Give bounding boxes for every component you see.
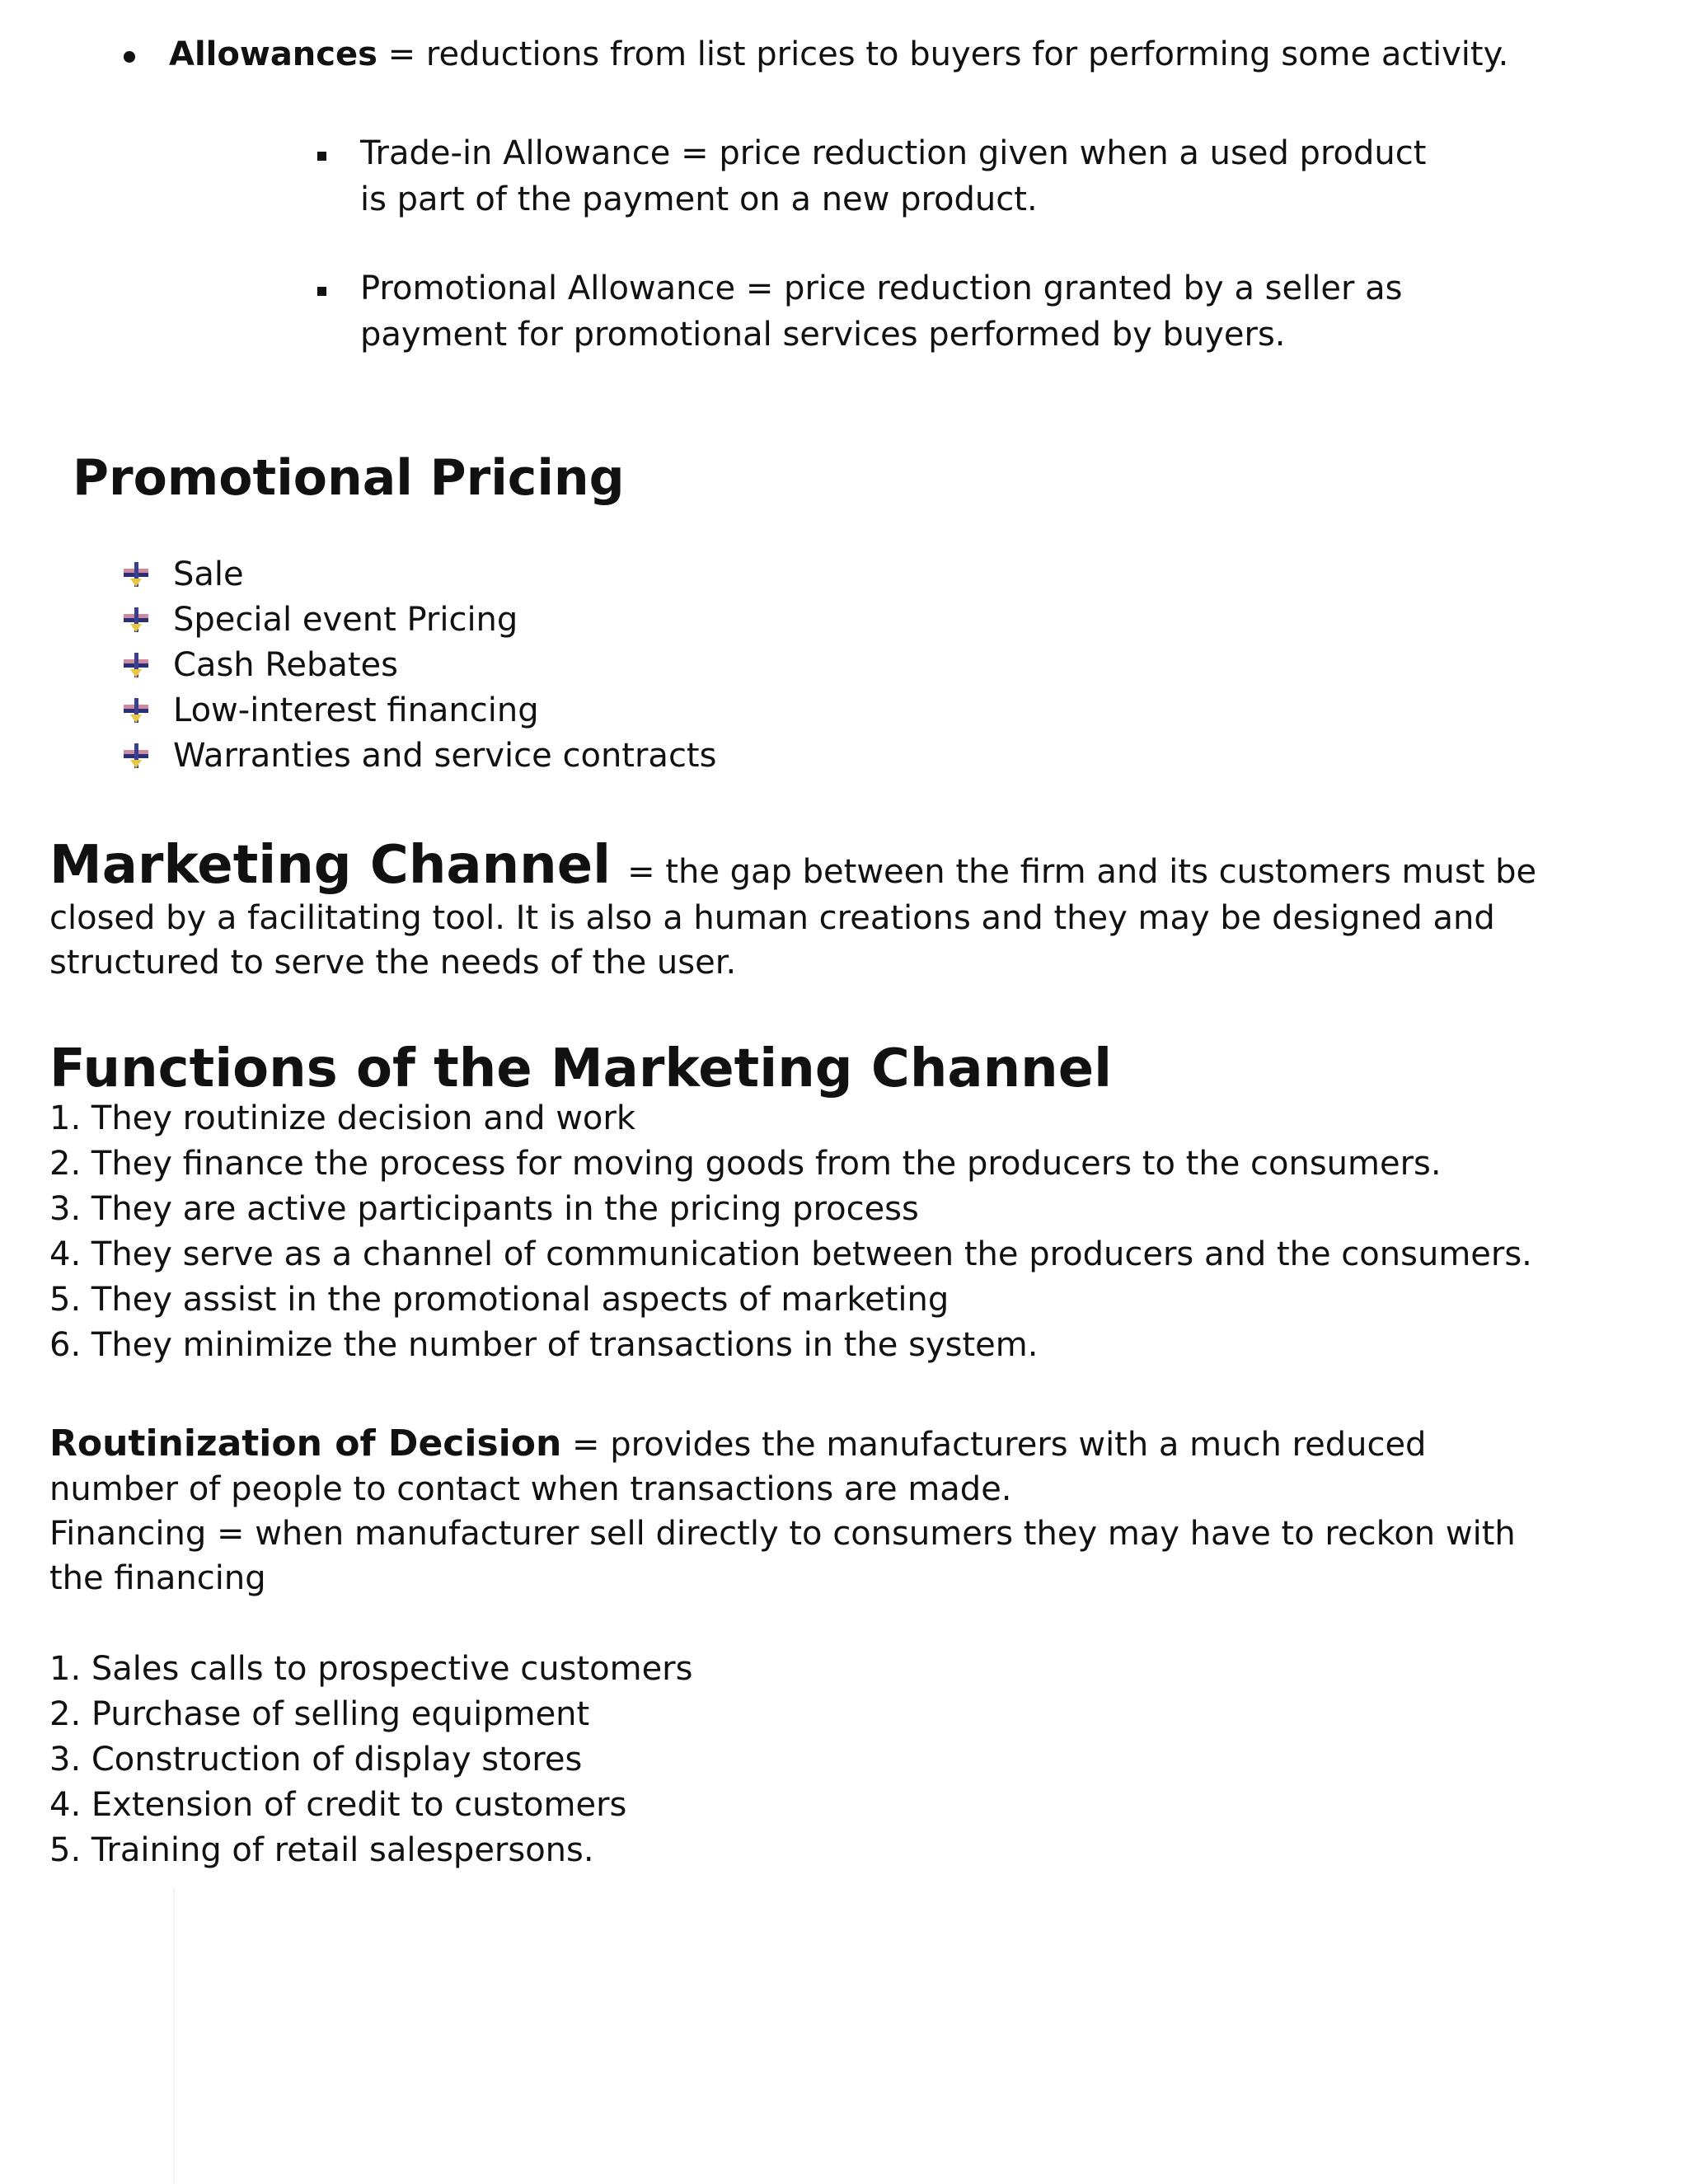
marketing-channel-definition-continued: closed by a facilitating tool. It is also a human creations and they may be designed and structured to serve the needs of the user. — [49, 899, 1495, 982]
list-item: 3. They are active participants in the pricing process — [49, 1190, 919, 1228]
square-bullet-icon — [317, 152, 326, 161]
arrow-bullet-icon — [124, 653, 148, 677]
list-item: 3. Construction of display stores — [49, 1741, 583, 1779]
financing-definition: Financing = when manufacturer sell directly to consumers they may have to reckon with the financing — [49, 1515, 1516, 1597]
list-item: 4. Extension of credit to customers — [49, 1786, 627, 1824]
marketing-channel-paragraph — [49, 828, 1537, 985]
marketing-channel-term: Marketing Channel — [49, 835, 612, 896]
routinization-paragraph — [49, 1422, 1525, 1601]
allowances-term: Allowances — [169, 35, 377, 73]
functions-heading: Functions of the Marketing Channel — [49, 1038, 1113, 1099]
functions-list — [49, 1096, 1615, 1368]
financing-costs-list — [49, 1647, 692, 1873]
arrow-bullet-icon — [124, 607, 148, 632]
promotional-allowance-definition: = price reduction granted by a seller as payment for promotional services performed by buyers. — [360, 269, 1403, 354]
arrow-bullet-icon — [124, 562, 148, 587]
round-bullet-icon — [124, 51, 135, 63]
arrow-bullet-icon — [124, 743, 148, 768]
marketing-channel-definition: = the gap between the firm and its customers must be — [627, 853, 1537, 891]
list-item: 6. They minimize the number of transactions in the system. — [49, 1326, 1039, 1364]
list-item: 5. They assist in the promotional aspects of marketing — [49, 1281, 950, 1319]
routinization-term: Routinization of Decision — [49, 1422, 562, 1465]
list-item: 5. Training of retail salespersons. — [49, 1831, 594, 1869]
square-bullet-icon — [317, 287, 326, 296]
page-margin-divider — [173, 1887, 175, 2184]
promotional-allowance-term: Promotional Allowance — [360, 269, 736, 307]
allowances-definition: = reductions from list prices to buyers for performing some activity. — [377, 35, 1509, 73]
list-item: 2. They finance the process for moving goods from the producers to the consumers. — [49, 1145, 1442, 1183]
document-page: Allowances = reductions from list prices to buyers for performing some activity. Trade-in Allowance = price reduction given when a used product is part of the payment on a new product. Promotional Allowance = price reduction granted by a seller as payment for promotional services performed by buyers. Promotional Pricing Sale Special event Pricing Cash Rebates Low-interest financing Warranties and service contracts Marketing Channel = the gap between the firm and its customers must be closed by a facilitating tool. It is also a human creations and they may be designed and structured to serve the needs of the user. Functions of the Marketing Channel 1. They routinize decision and work 2. They finance the process for moving goods from the producers to the consumers. 3. They are active participants in the pricing process 4. They serve as a channel of communication between the producers and the consumers. 5. They assist in the promotional aspects of marketing 6. They minimize the number of transactions in the system. Routinization of Decision = provides the manufacturers with a much reduced number of people to contact when transactions are made. Financing = when manufacturer sell directly to consumers they may have to reckon with the financing 1. Sales calls to prospective customers 2. Purchase of selling equipment 3. Construction of display stores 4. Extension of credit to customers 5. Training of retail salespersons. — [0, 0, 1688, 2184]
list-item: 1. They routinize decision and work — [49, 1099, 635, 1137]
routinization-definition: = provides the manufacturers with a much reduced number of people to contact when transactions are made. — [49, 1426, 1427, 1508]
list-item: 1. Sales calls to prospective customers — [49, 1650, 693, 1688]
list-item: 2. Purchase of selling equipment — [49, 1695, 590, 1733]
promotional-pricing-heading: Promotional Pricing — [73, 449, 625, 507]
list-item: 4. They serve as a channel of communication between the producers and the consumers. — [49, 1235, 1532, 1273]
arrow-bullet-icon — [124, 698, 148, 723]
trade-in-term: Trade-in Allowance — [360, 134, 671, 172]
trade-in-definition: = price reduction given when a used product is part of the payment on a new product. — [360, 134, 1427, 218]
